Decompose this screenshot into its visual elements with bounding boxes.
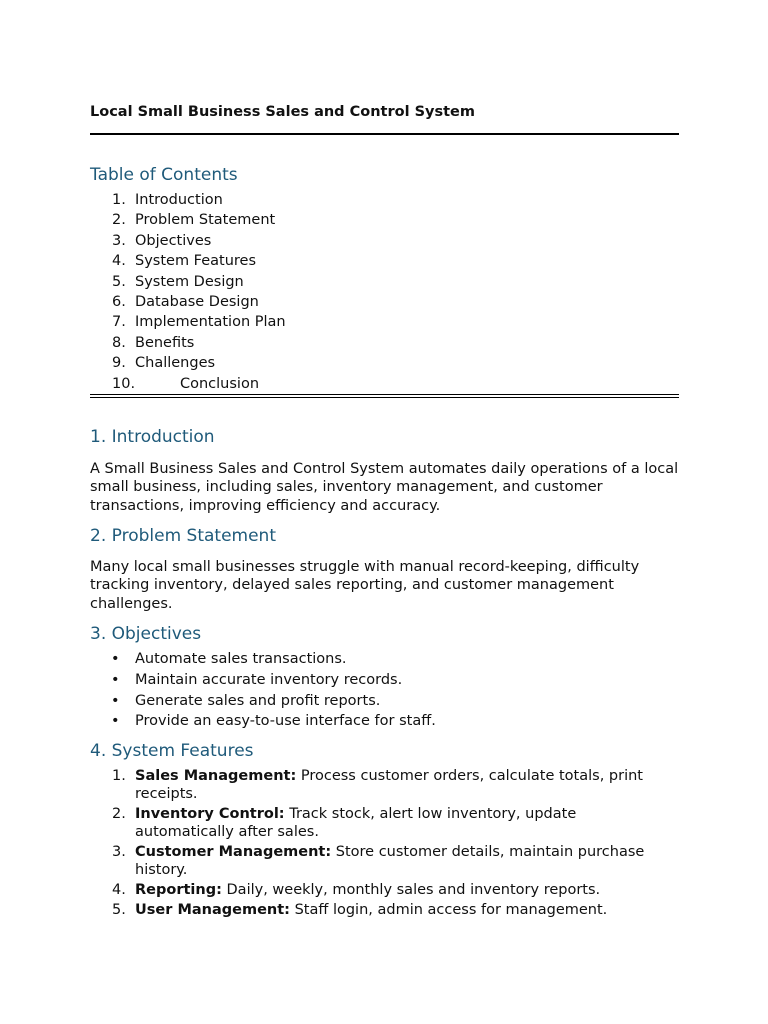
toc-item [90,252,679,272]
toc-item [90,273,679,293]
toc-item-label: Implementation Plan [135,314,286,331]
problem-paragraph: Many local small businesses struggle with manual record-keeping, difficulty tracking inventory, delayed sales reporting, and customer management challenges. [90,559,640,612]
objectives-heading: 3. Objectives [90,624,202,644]
problem-heading: 2. Problem Statement [90,526,276,546]
toc-item-label: System Design [135,273,244,290]
feature-number: 4. [112,882,126,898]
toc-item-label: Database Design [135,293,259,310]
feature-term: Sales Management: [135,768,297,784]
toc-item-number: 4. [112,253,126,270]
feature-description: Track stock, alert low inventory, update automatically after sales. [135,806,577,840]
toc-item-label: Objectives [135,232,212,249]
feature-description: Process customer orders, calculate totals, print receipts. [135,768,643,802]
toc-item [90,232,679,252]
toc-item-number: 1. [112,192,126,208]
objective-text: Provide an easy-to-use interface for staff. [135,713,436,730]
feature-number: 2. [112,806,126,822]
toc-item-number: 7. [112,314,126,331]
feature-description: Store customer details, maintain purchase history. [135,844,645,878]
toc-divider [90,394,679,398]
toc-item [90,211,679,231]
feature-item [90,901,679,919]
bullet-icon: • [111,671,120,688]
feature-number: 1. [112,768,126,784]
toc-item-label: Challenges [135,355,216,372]
title-divider [90,133,679,135]
feature-term: Customer Management: [135,844,332,860]
toc-item-number: 10. [112,375,136,392]
toc-item-number: 6. [112,293,126,310]
feature-term: Reporting: [135,882,222,898]
toc-heading: Table of Contents [90,165,238,185]
toc-item-label: Benefits [135,334,195,351]
toc-item [90,313,679,333]
features-heading: 4. System Features [90,741,254,761]
feature-item [90,767,679,803]
toc-item [90,354,679,374]
bullet-icon: • [111,651,120,667]
bullet-icon: • [111,713,120,730]
list-item [90,692,679,713]
feature-description: Staff login, admin access for management. [289,902,608,918]
document-title: Local Small Business Sales and Control System [90,104,476,120]
feature-term: User Management: [135,902,290,918]
feature-number: 5. [112,902,126,918]
feature-item [90,805,679,841]
toc-item-number: 8. [112,334,126,351]
toc-item-label: Problem Statement [135,212,276,229]
toc-list [90,191,679,395]
feature-term: Inventory Control: [135,806,285,822]
toc-item-number: 3. [112,232,126,249]
list-item [90,671,679,692]
toc-item-label: System Features [135,253,257,270]
list-item [90,712,679,733]
toc-item [90,334,679,354]
toc-item [90,191,679,211]
toc-item-label: Introduction [135,192,223,208]
toc-item-number: 9. [112,355,126,372]
toc-item-label: Conclusion [180,375,260,392]
toc-item-number: 2. [112,212,126,229]
toc-item [90,293,679,313]
introduction-paragraph: A Small Business Sales and Control System automates daily operations of a local small business, including sales, inventory management, and customer transactions, improving efficiency and accuracy. [90,461,679,514]
objectives-list [90,650,679,733]
objective-text: Maintain accurate inventory records. [135,671,403,688]
objective-text: Generate sales and profit reports. [135,692,381,709]
feature-number: 3. [112,844,126,860]
introduction-heading: 1. Introduction [90,427,215,447]
objective-text: Automate sales transactions. [135,651,347,667]
toc-item-number: 5. [112,273,126,290]
toc-item [90,375,679,395]
feature-item [90,881,679,899]
feature-description: Daily, weekly, monthly sales and inventory reports. [221,882,601,898]
bullet-icon: • [111,692,120,709]
list-item [90,650,679,671]
feature-item [90,843,679,879]
features-list [90,767,679,921]
